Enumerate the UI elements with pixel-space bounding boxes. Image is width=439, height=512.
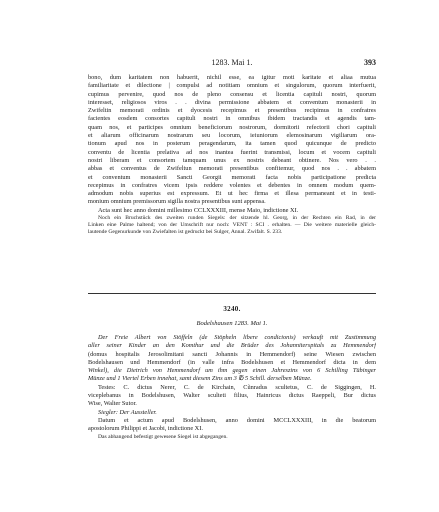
footnote-line: Das abhangend befestigt gewesene Siegel ist abgegangen. bbox=[98, 433, 228, 440]
text-line: tionum apud nos in posterum peragendarum, ita tamen quod quicunque de predicto bbox=[88, 140, 376, 148]
text-line: admodum nobis superius est expressum. Et ut hec firma et illesa permaneant et in testi- bbox=[88, 190, 376, 198]
witness-line: Wise, Walter Sutor. bbox=[88, 400, 137, 408]
document-place-date: Bodelshausen 1283. Mai 1. bbox=[196, 320, 268, 327]
footnote-line: Linken eine Palme haltend; von der Umschrift nur noch: VENT : SCI . erhalten. — Die weitere materielle gleich- bbox=[88, 222, 376, 229]
witness-line: viceplebanus in Bodelshusen, Walter sculteti filius, Hainricus dictus Raeppeli, Bur dictus bbox=[88, 392, 376, 400]
document-number: 3240. bbox=[223, 305, 241, 313]
dating-line: Datum et actum apud Bodelshusen, anno domini MCCLXXXIII, in die beatorum bbox=[98, 416, 376, 424]
footnote-line: lautende Gegenurkunde von Zwiefalten ist gedruckt bei Sulger, Annal. Zwifalt. S. 233. bbox=[88, 229, 283, 236]
dating-line: apostolorum Philippi et Jacobi, indictione XI. bbox=[88, 425, 203, 433]
charter-text bbox=[88, 74, 376, 237]
text-line: recepimus in confratres vicem ipsis reddere volentes et debentes in omnem modum quem- bbox=[88, 181, 376, 189]
regest-line: aller seiner Kinder an den Komthur und die Brüder des Johanniterspitals zu Hemmendorf bbox=[88, 342, 376, 350]
text-line: cupimus pervenire, quod nos de pleno consensu et licentia capituli nostri, quorum bbox=[88, 90, 376, 98]
dating-line: Acta sunt hec anno domini millesimo CCLXXXIII, mense Maio, indictione XI. bbox=[98, 206, 299, 214]
regest-line: Winkel), die Dietrich von Hemmendorf um ihm gegen einen Jahreszins von 6 Schilling Tübinger bbox=[88, 367, 376, 375]
text-line: interesset, religiosos viros . . divina permissione abbatem et conventum monasterii in bbox=[88, 98, 376, 106]
text-line: Zwifeltin memorati ordinis et dyocesis recepimus et presentibus recipimus in confratres bbox=[88, 107, 376, 115]
sealer-line: Siegler: Der Aussteller. bbox=[98, 408, 157, 416]
text-line: bono, dum karitatem non habuerit, nichil esse, ea igitur moti karitate et aliaa mutua bbox=[88, 74, 376, 81]
regest-line: Bodelshausen und Hemmendorf (in valle infra Bodelshusen et Hemmendorf dicta in dem bbox=[88, 358, 376, 366]
text-line: conventu de licentia prelativa ad nos inantea fuerint transmissi, locum et vocem capituli bbox=[88, 148, 376, 156]
regest-line: (domus hospitalis Jerosolimitani sancti Johannis in Hemmendorf) seine Wiesen zwischen bbox=[88, 350, 376, 358]
text-line: quam nos, et participes omnium beneficiorum nostrorum, dormitorii refectorii chori capituli bbox=[88, 123, 376, 131]
regest-line: Münze und 1 Viertel Erben innehat, samt diesem Zins um 3 ℔ 5 Schill. derselben Münze. bbox=[88, 375, 312, 383]
page-number: 393 bbox=[364, 58, 376, 67]
running-header bbox=[88, 58, 376, 70]
text-line: monium omnium premissorum sigilla nostra presentibus sunt appensa. bbox=[88, 198, 266, 206]
text-line: et conventum monasterii Sancti Georgii memorati facta nobis participatione predicta bbox=[88, 173, 376, 181]
witness-line: Testes: C. dictus Nerer, C. de Kirchain, Cũnradus scultetus, C. de Siggingen, H. bbox=[98, 383, 376, 391]
text-line: facientes eosdem consortes capituli nostri in omnibus ibidem tractandis et agendis tam- bbox=[88, 115, 376, 123]
text-line: nostri liberam et consortem tamquam unus ex nostris debeant obtinere. Nos vero . . bbox=[88, 156, 376, 164]
regest-line: Der Freie Albert von Stöffeln (de Stöpheln libere condicionis) verkauft mit Zustimmung bbox=[98, 334, 376, 341]
text-line: et aliarum officinarum nostrarum seu locorum, ieiuniorum elemosinarum vigiliarum ora- bbox=[88, 132, 376, 140]
text-line: familiaritate et dilectione | compulsi ad notitiam omnium et singulorum, quorum interfuerit, bbox=[88, 82, 376, 90]
section-divider bbox=[88, 293, 376, 294]
text-line: abbas et conventus de Zwifeltun memorati presentibus confitemur, quod nos . . abbatem bbox=[88, 165, 376, 173]
footnote-line: Noch ein Bruchstück des zweiten runden Siegels: der sitzende hl. Georg, in der Rechten ein Rad, in der bbox=[98, 215, 376, 222]
regest-section bbox=[88, 334, 376, 441]
header-date: 1283. Mai 1. bbox=[211, 58, 253, 67]
